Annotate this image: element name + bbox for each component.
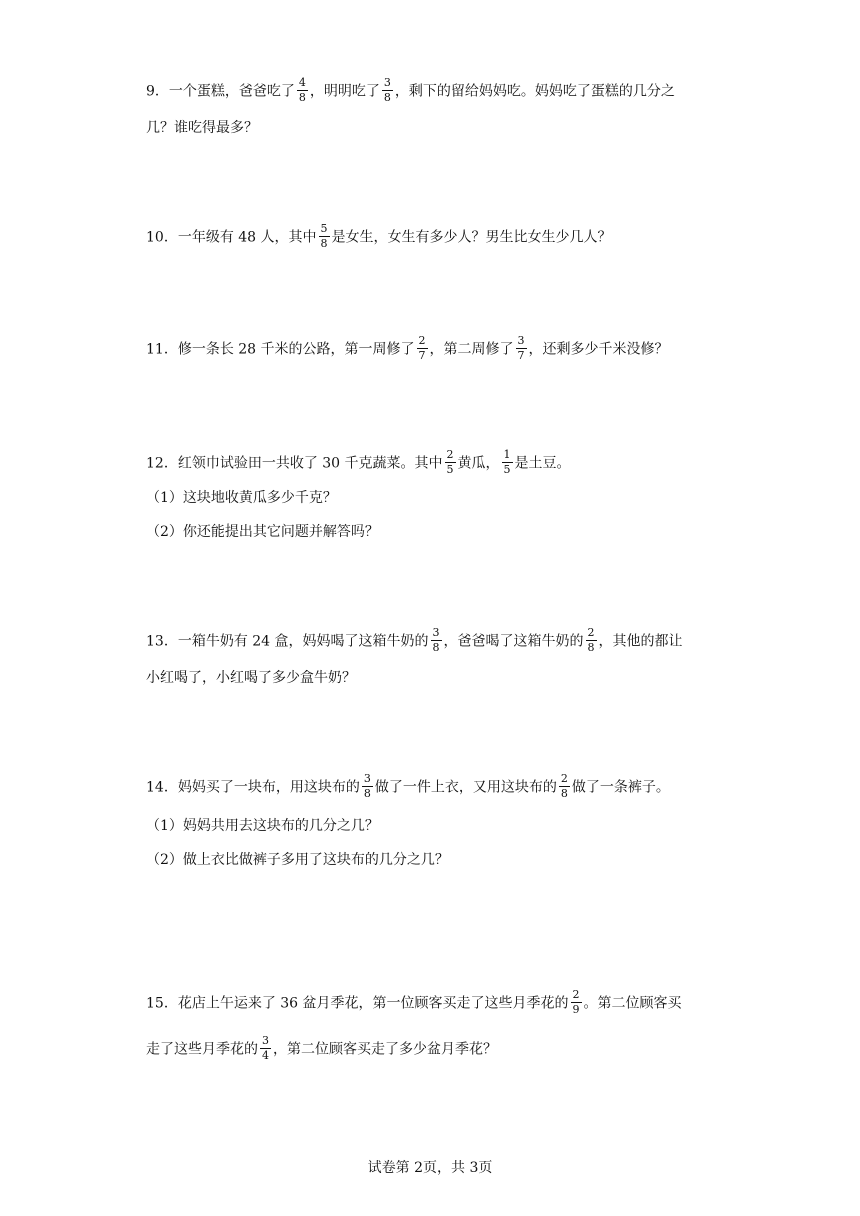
question-14-text-b: 做了一件上衣，又用这块布的 [374,779,557,796]
question-15-line-2 [146,1036,497,1063]
fraction-numerator: 3 [262,1034,269,1047]
question-14-text-a: 14．妈妈买了一块布，用这块布的 [146,779,360,796]
question-9-text-c: ，剩下的留给妈妈吃。妈妈吃了蛋糕的几分之 [394,83,675,100]
question-14-sub-1: （1）妈妈共用去这块布的几分之几？ [146,818,379,834]
question-12-line-1 [146,450,571,477]
question-10-text-a: 10．一年级有 48 人，其中 [146,229,317,246]
fraction-denominator: 7 [517,349,525,362]
fraction-denominator: 5 [503,463,511,476]
question-11-text-a: 11．修一条长 28 千米的公路，第一周修了 [146,341,415,358]
fraction-numerator: 4 [298,76,306,89]
fraction-3-8 [362,773,373,800]
question-12-text-c: 是土豆。 [514,455,571,472]
question-11-text-c: ，还剩多少千米没修？ [528,341,669,358]
fraction-numerator: 2 [446,448,454,461]
fraction-denominator: 8 [320,237,328,250]
question-10-text-b: 是女生，女生有多少人？男生比女生少几人？ [331,229,612,246]
question-9-line-2: 几？谁吃得最多？ [146,120,258,136]
fraction-2-9 [571,989,582,1016]
fraction-numerator: 2 [572,988,580,1001]
fraction-5-8 [319,223,330,250]
fraction-denominator: 8 [298,91,306,104]
fraction-3-8 [431,627,442,654]
question-15-text-b: 。第二位顾客买 [583,995,682,1012]
fraction-3-4 [260,1035,271,1062]
fraction-2-5 [445,449,456,476]
fraction-2-7 [417,335,428,362]
fraction-numerator: 1 [503,448,511,461]
fraction-numerator: 3 [432,626,440,639]
fraction-numerator: 2 [587,626,595,639]
fraction-denominator: 9 [572,1003,580,1016]
fraction-4-8 [297,77,308,104]
fraction-1-5 [502,449,513,476]
question-12-text-a: 12．红领巾试验田一共收了 30 千克蔬菜。其中 [146,455,443,472]
question-9-line-1 [146,78,675,105]
fraction-denominator: 8 [560,787,568,800]
question-9-text-a: 9．一个蛋糕，爸爸吃了 [146,83,295,100]
question-9-text-b: ，明明吃了 [309,83,380,100]
question-14-text-c: 做了一条裤子。 [571,779,670,796]
fraction-numerator: 2 [560,772,568,785]
fraction-denominator: 4 [262,1049,269,1062]
fraction-denominator: 8 [432,641,440,654]
question-12-text-b: 黄瓜， [457,455,500,472]
page-footer: 试卷第 2页，共 3页 [367,1160,493,1176]
fraction-denominator: 5 [446,463,454,476]
question-12-sub-1: （1）这块地收黄瓜多少千克？ [146,490,337,506]
fraction-numerator: 5 [320,222,328,235]
fraction-numerator: 2 [418,334,426,347]
fraction-denominator: 7 [418,349,426,362]
question-12-sub-2: （2）你还能提出其它问题并解答吗？ [146,524,379,540]
question-15-text-d: ，第二位顾客买走了多少盆月季花？ [273,1041,497,1058]
question-15-text-c: 走了这些月季花的 [146,1041,258,1058]
question-13-line-2: 小红喝了，小红喝了多少盒牛奶？ [146,670,356,686]
fraction-denominator: 8 [363,787,371,800]
question-10 [146,224,612,251]
question-15-text-a: 15．花店上午运来了 36 盆月季花，第一位顾客买走了这些月季花的 [146,995,569,1012]
fraction-numerator: 3 [363,772,371,785]
fraction-numerator: 3 [517,334,525,347]
fraction-2-8 [559,773,570,800]
question-13-line-1 [146,628,683,655]
question-14-line-1 [146,774,670,801]
fraction-denominator: 8 [587,641,595,654]
fraction-3-7 [516,335,527,362]
question-15-line-1 [146,990,682,1017]
question-13-text-c: ，其他的都让 [598,633,683,650]
question-13-text-b: ，爸爸喝了这箱牛奶的 [443,633,584,650]
fraction-3-8 [382,77,393,104]
fraction-denominator: 8 [383,91,391,104]
fraction-numerator: 3 [383,76,391,89]
question-11 [146,336,669,363]
question-14-sub-2: （2）做上衣比做裤子多用了这块布的几分之几？ [146,852,449,868]
question-13-text-a: 13．一箱牛奶有 24 盒，妈妈喝了这箱牛奶的 [146,633,429,650]
question-11-text-b: ，第二周修了 [429,341,514,358]
fraction-2-8 [586,627,597,654]
